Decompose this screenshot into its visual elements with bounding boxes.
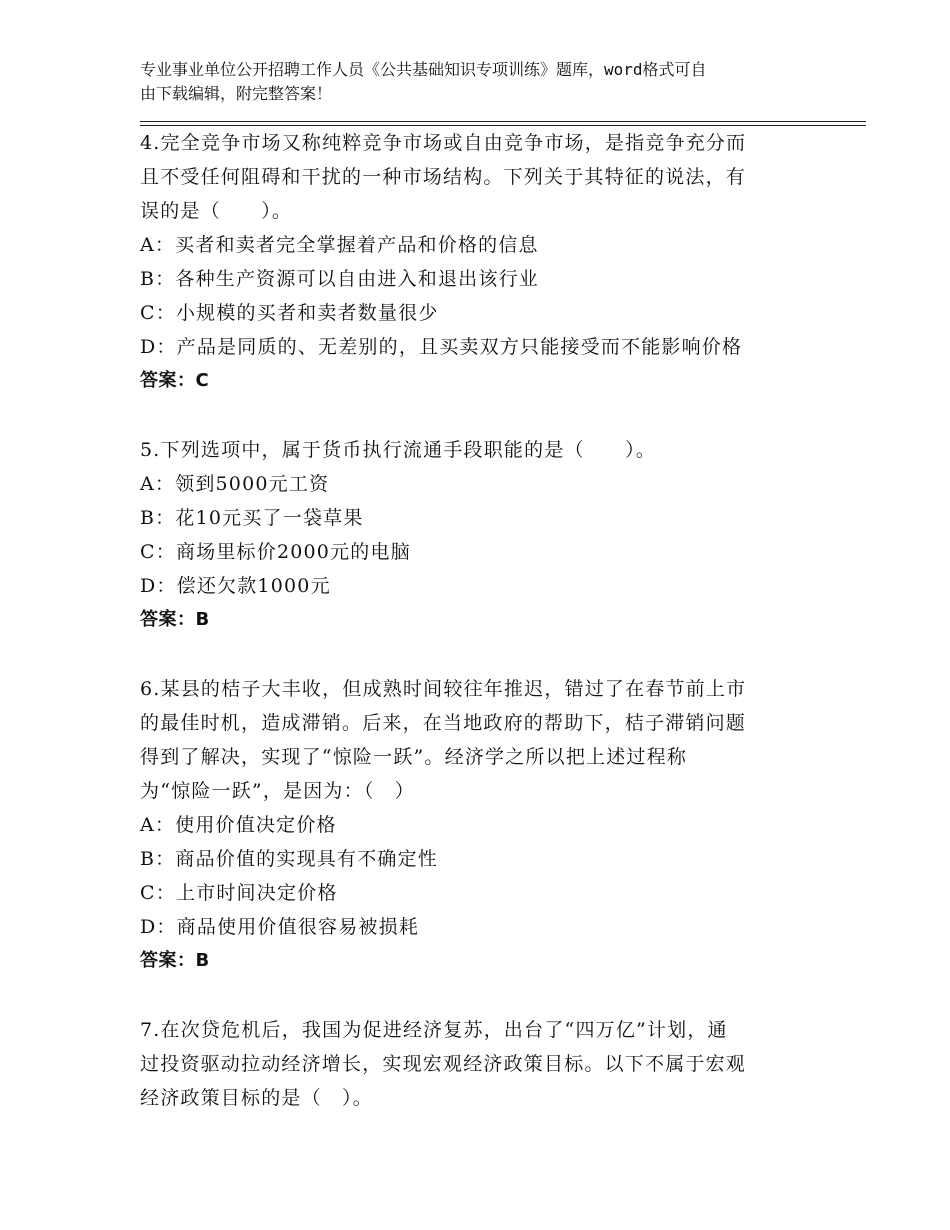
question-stem: [140, 1013, 810, 1115]
option-b: B：花10元买了一袋草果: [140, 507, 364, 529]
answer: 答案：B: [140, 609, 210, 630]
stem-line: 5.下列选项中，属于货币执行流通手段职能的是（ ）。: [140, 439, 657, 461]
option-d: D：偿还欠款1000元: [140, 575, 331, 597]
stem-line: 过投资驱动拉动经济增长，实现宏观经济政策目标。以下不属于宏观: [140, 1053, 747, 1075]
option-c: C：商场里标价2000元的电脑: [140, 541, 411, 563]
question-4: [140, 126, 810, 398]
option-b: B：各种生产资源可以自由进入和退出该行业: [140, 268, 539, 290]
question-stem: [140, 433, 810, 467]
question-7: [140, 1013, 810, 1115]
stem-line: 7.在次贷危机后，我国为促进经济复苏，出台了“四万亿”计划，通: [140, 1019, 728, 1041]
stem-line: 且不受任何阻碍和干扰的一种市场结构。下列关于其特征的说法，有: [140, 166, 747, 188]
answer: 答案：C: [140, 370, 210, 391]
question-stem: [140, 672, 810, 808]
page-header: [140, 58, 805, 106]
header-line-1: 专业事业单位公开招聘工作人员《公共基础知识专项训练》题库，word格式可自: [140, 60, 707, 79]
question-stem: [140, 126, 810, 228]
option-d: D：产品是同质的、无差别的，且买卖双方只能接受而不能影响价格: [140, 336, 743, 358]
answer: 答案：B: [140, 950, 210, 971]
stem-line: 误的是（ ）。: [140, 200, 293, 222]
header-line-2: 由下载编辑，附完整答案！: [140, 84, 333, 103]
option-c: C：小规模的买者和卖者数量很少: [140, 302, 439, 324]
stem-line: 为“惊险一跃”，是因为：（ ）: [140, 780, 415, 802]
header-divider-top: [140, 121, 866, 122]
question-6: [140, 672, 810, 978]
stem-line: 得到了解决，实现了“惊险一跃”。经济学之所以把上述过程称: [140, 746, 688, 768]
stem-line: 6.某县的桔子大丰收，但成熟时间较往年推迟，错过了在春节前上市: [140, 678, 747, 700]
stem-line: 经济政策目标的是（ ）。: [140, 1087, 373, 1109]
option-a: A：领到5000元工资: [140, 473, 330, 495]
question-5: [140, 433, 810, 637]
option-d: D：商品使用价值很容易被损耗: [140, 916, 420, 938]
stem-line: 的最佳时机，造成滞销。后来，在当地政府的帮助下，桔子滞销问题: [140, 712, 747, 734]
option-b: B：商品价值的实现具有不确定性: [140, 848, 438, 870]
option-c: C：上市时间决定价格: [140, 882, 338, 904]
stem-line: 4.完全竞争市场又称纯粹竞争市场或自由竞争市场，是指竞争充分而: [140, 132, 747, 154]
option-a: A：使用价值决定价格: [140, 814, 337, 836]
option-a: A：买者和卖者完全掌握着产品和价格的信息: [140, 234, 539, 256]
